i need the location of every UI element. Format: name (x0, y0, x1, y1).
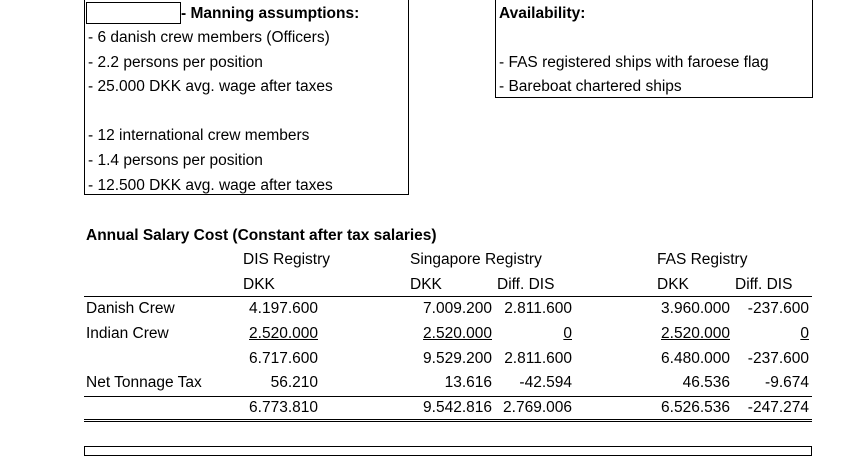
registry-header-dis: DIS Registry (243, 251, 330, 268)
cell-dis: 2.520.000 (249, 325, 318, 342)
row-label: Indian Crew (86, 325, 169, 342)
manning-danish-line: - 6 danish crew members (Officers) (88, 29, 330, 46)
cell-fas-diff: 0 (800, 325, 809, 342)
cell-fas: 3.960.000 (661, 300, 730, 317)
row-label: Net Tonnage Tax (86, 374, 202, 391)
registry-header-singapore: Singapore Registry (410, 251, 542, 268)
cell-fas: 6.480.000 (661, 350, 730, 367)
manning-danish-line: - 2.2 persons per position (88, 54, 263, 71)
manning-intl-line: - 12 international crew members (88, 127, 310, 144)
cell-sg: 2.520.000 (423, 325, 492, 342)
manning-intl-line: - 1.4 persons per position (88, 152, 263, 169)
cell-sg: 7.009.200 (423, 300, 492, 317)
table-header-rule (84, 296, 812, 297)
subheader-fas-diff: Diff. DIS (735, 276, 793, 293)
cell-dis: 56.210 (270, 374, 318, 391)
cell-sg: 13.616 (444, 374, 492, 391)
cell-sg: 9.542.816 (423, 399, 492, 416)
cell-dis: 4.197.600 (249, 300, 318, 317)
cell-fas-diff: -237.600 (747, 350, 809, 367)
cell-fas-diff: -9.674 (765, 374, 809, 391)
cell-fas-diff: -237.600 (747, 300, 809, 317)
manning-title: - Manning assumptions: (181, 5, 360, 22)
total-rule (84, 396, 812, 397)
manning-danish-line: - 25.000 DKK avg. wage after taxes (88, 78, 333, 95)
subheader-sg-diff: Diff. DIS (497, 276, 555, 293)
cell-sg-diff: -42.594 (519, 374, 572, 391)
cell-fas: 46.536 (682, 374, 730, 391)
cell-sg: 9.529.200 (423, 350, 492, 367)
total-double-rule-bottom (84, 421, 812, 422)
subheader-sg-dkk: DKK (410, 276, 442, 293)
availability-item: - FAS registered ships with faroese flag (499, 54, 769, 71)
blank-input-cell (86, 2, 181, 24)
cell-dis: 6.717.600 (249, 350, 318, 367)
manning-intl-line: - 12.500 DKK avg. wage after taxes (88, 177, 333, 194)
cell-fas: 2.520.000 (661, 325, 730, 342)
total-double-rule-top (84, 419, 812, 420)
cell-sg-diff: 0 (563, 325, 572, 342)
cell-dis: 6.773.810 (249, 399, 318, 416)
cell-fas: 6.526.536 (661, 399, 730, 416)
cell-sg-diff: 2.769.006 (503, 399, 572, 416)
subheader-dis-dkk: DKK (243, 276, 275, 293)
availability-item: - Bareboat chartered ships (499, 78, 682, 95)
subheader-fas-dkk: DKK (657, 276, 689, 293)
salary-table-title: Annual Salary Cost (Constant after tax salaries) (86, 227, 437, 244)
availability-title: Availability: (499, 5, 586, 22)
registry-header-fas: FAS Registry (657, 251, 748, 268)
cell-fas-diff: -247.274 (747, 399, 809, 416)
cell-sg-diff: 2.811.600 (504, 300, 572, 317)
row-label: Danish Crew (86, 300, 175, 317)
cell-sg-diff: 2.811.600 (504, 350, 572, 367)
bottom-box (84, 446, 812, 456)
